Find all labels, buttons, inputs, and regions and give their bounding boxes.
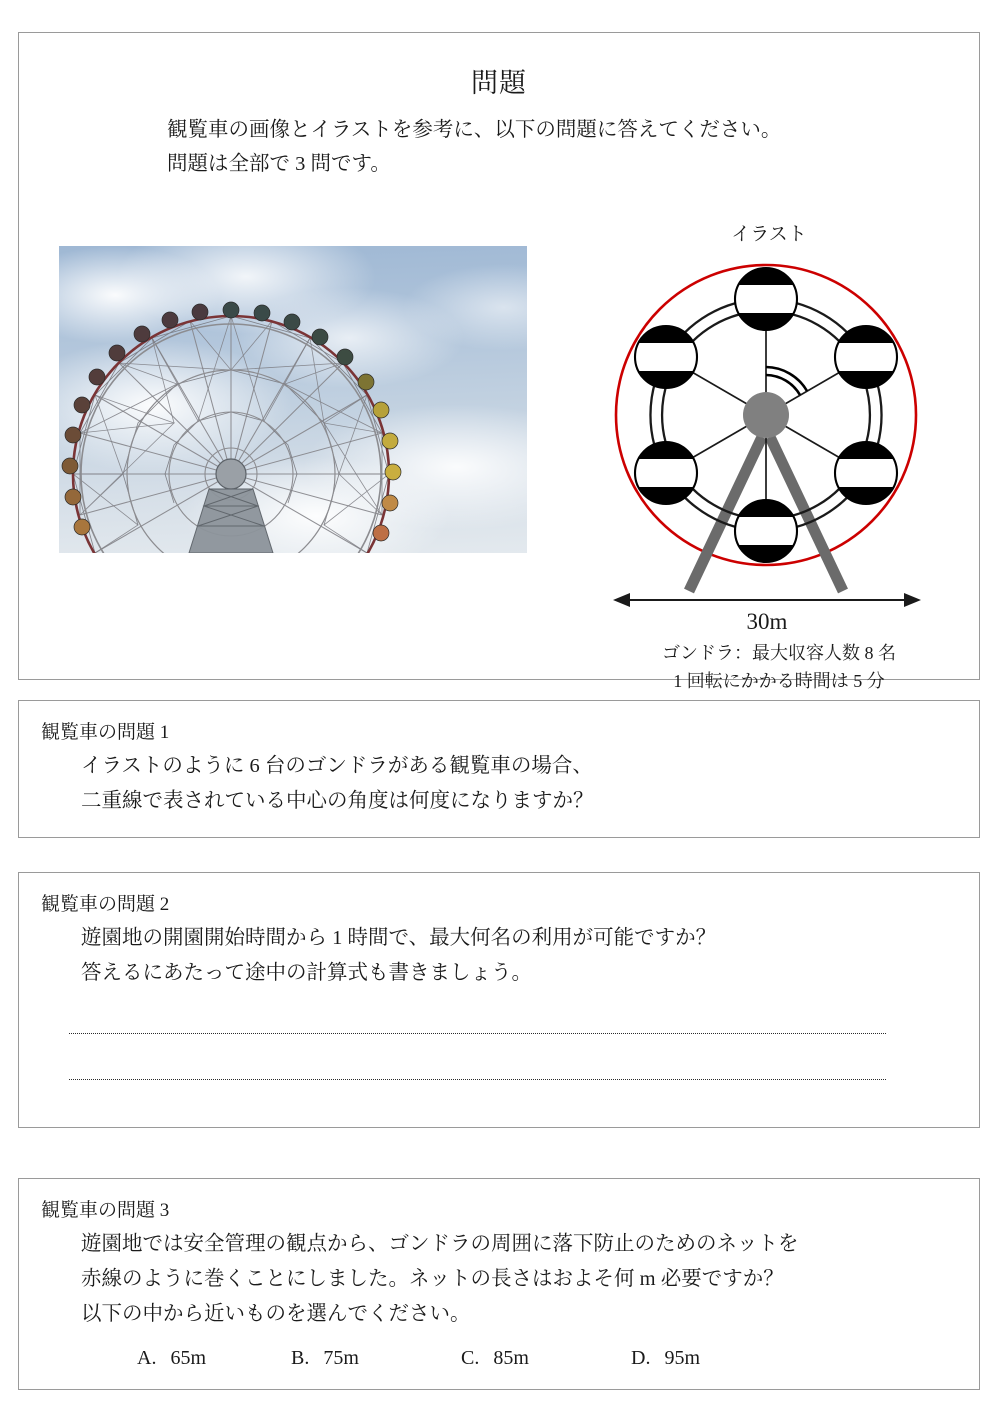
illustration-notes	[579, 639, 979, 695]
ferris-wheel-photo	[59, 246, 527, 553]
page-title: 問題	[471, 68, 527, 98]
choice-c[interactable]	[461, 1347, 529, 1370]
answer-write-line[interactable]	[69, 1079, 886, 1080]
choice-c-letter: C.	[461, 1347, 480, 1369]
question-3-body	[81, 1227, 799, 1332]
question-3-line-2: 赤線のように巻くことにしました。ネットの長さはおよそ何 m 必要ですか？	[81, 1268, 784, 1290]
question-3-heading: 観覧車の問題 3	[41, 1200, 170, 1221]
ferris-wheel-illustration	[579, 241, 979, 641]
question-3-line-3: 以下の中から近いものを選んでください。	[81, 1303, 471, 1325]
question-2-line-1: 遊園地の開園開始時間から 1 時間で、最大何名の利用が可能ですか？	[81, 927, 717, 949]
note-rotation-time: 1 回転にかかる時間は 5 分	[673, 671, 885, 691]
choice-b-text: 75m	[323, 1347, 359, 1369]
question-2-heading: 観覧車の問題 2	[41, 894, 170, 915]
choice-a[interactable]	[137, 1347, 206, 1370]
question-1-line-1: イラストのように 6 台のゴンドラがある観覧車の場合、	[81, 755, 593, 777]
note-capacity: ゴンドラ：最大収容人数 8 名	[662, 643, 896, 663]
intro-figure-section	[18, 32, 980, 691]
choice-a-letter: A.	[137, 1347, 157, 1369]
choice-d[interactable]	[631, 1347, 700, 1370]
intro-text	[167, 113, 781, 181]
question-1-section	[18, 700, 980, 838]
question-1-heading: 観覧車の問題 1	[41, 722, 170, 743]
choice-d-letter: D.	[631, 1347, 651, 1369]
dimension-arrow-30m	[613, 593, 921, 607]
angle-marker-double-arc	[766, 367, 807, 395]
choice-b[interactable]	[291, 1347, 359, 1370]
gondola-top	[729, 262, 805, 341]
dimension-label-30m: 30m	[746, 609, 788, 634]
question-2-section	[18, 872, 980, 1128]
illustration-label: イラスト	[731, 224, 807, 245]
question-2-line-2: 答えるにあたって途中の計算式も書きましょう。	[81, 962, 532, 984]
gondola-upper-right	[829, 320, 905, 399]
choice-a-text: 65m	[170, 1347, 207, 1369]
intro-line-1: 観覧車の画像とイラストを参考に、以下の問題に答えてください。	[167, 119, 782, 141]
ferris-wheel-photo-structure	[59, 246, 527, 553]
wheel-hub	[743, 392, 789, 438]
intro-line-2: 問題は全部で 3 問です。	[167, 153, 391, 175]
question-1-body	[81, 749, 594, 819]
answer-write-line[interactable]	[69, 1033, 886, 1034]
choice-b-letter: B.	[291, 1347, 310, 1369]
question-3-line-1: 遊園地では安全管理の観点から、ゴンドラの周囲に落下防止のためのネットを	[81, 1233, 799, 1255]
question-2-body	[81, 921, 716, 991]
question-1-line-2: 二重線で表されている中心の角度は何度になりますか？	[81, 790, 594, 812]
choice-c-text: 85m	[493, 1347, 529, 1369]
choice-d-text: 95m	[664, 1347, 701, 1369]
question-3-section	[18, 1178, 980, 1390]
gondola-lower-left	[629, 436, 705, 515]
